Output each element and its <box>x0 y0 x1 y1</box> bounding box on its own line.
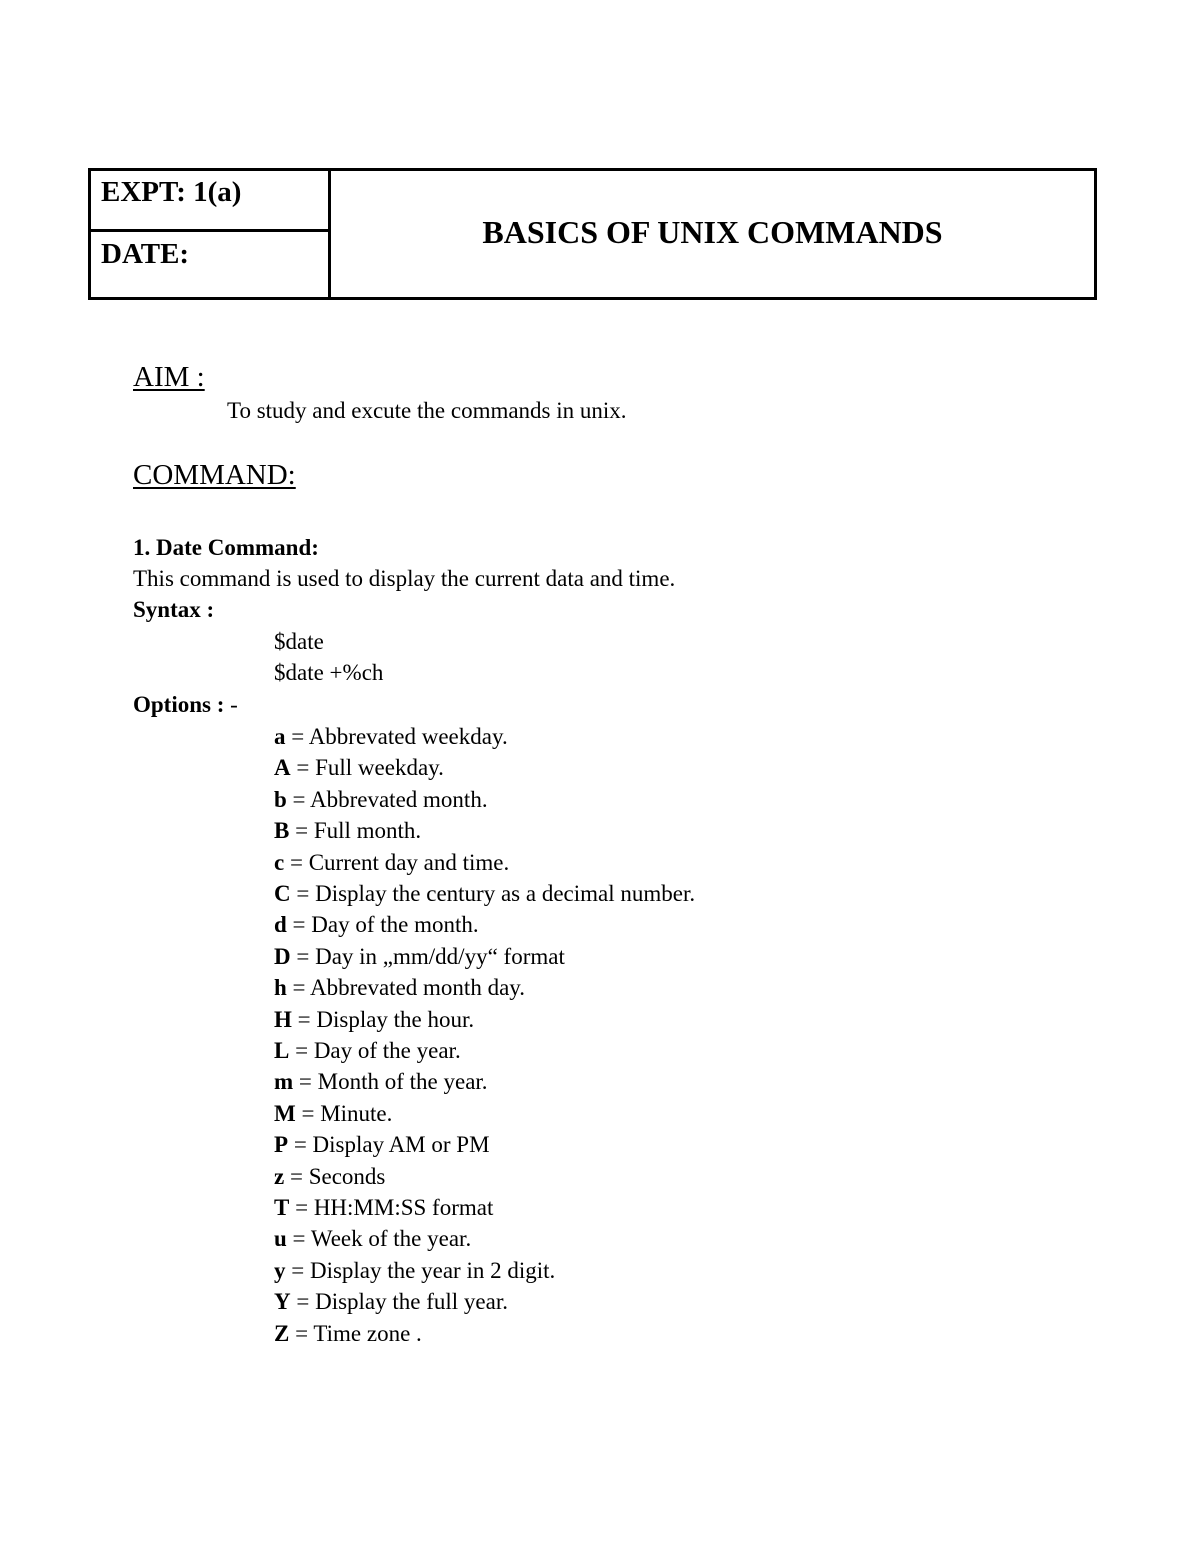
header-left-column <box>91 171 331 297</box>
option-item <box>274 1008 474 1031</box>
aim-heading: AIM : <box>133 361 205 393</box>
command-heading: COMMAND: <box>133 459 296 491</box>
title-cell <box>331 171 1094 297</box>
syntax-label: Syntax : <box>133 597 215 622</box>
date-label: DATE: <box>101 238 190 270</box>
option-description: = Week of the year. <box>286 1226 472 1251</box>
header-table <box>88 168 1097 300</box>
option-description: = Display AM or PM <box>288 1132 490 1157</box>
option-item <box>274 1165 385 1188</box>
option-item <box>274 756 444 779</box>
syntax-line: $date <box>274 629 324 654</box>
option-item <box>274 1133 490 1156</box>
option-item <box>274 1259 555 1282</box>
options-line <box>133 693 238 716</box>
option-description: = Day of the year. <box>289 1038 461 1063</box>
date-command-heading: 1. Date Command: <box>133 535 319 560</box>
option-item <box>274 788 488 811</box>
option-description: = Abbrevated month. <box>286 787 488 812</box>
option-item <box>274 1290 508 1313</box>
date-cell <box>91 232 328 297</box>
option-description: = Day in „mm/dd/yy“ format <box>290 944 565 969</box>
option-description: = Abbrevated weekday. <box>285 724 508 749</box>
syntax-line: $date +%ch <box>274 660 384 685</box>
option-item <box>274 1070 488 1093</box>
option-key: z <box>274 1164 285 1189</box>
option-description: = Display the year in 2 digit. <box>285 1258 556 1283</box>
option-key: T <box>274 1195 290 1220</box>
option-description: = Current day and time. <box>284 850 510 875</box>
option-item <box>274 1227 471 1250</box>
option-key: u <box>274 1226 287 1251</box>
option-item <box>274 976 525 999</box>
option-key: P <box>274 1132 289 1157</box>
option-key: A <box>274 755 291 780</box>
date-command-description: This command is used to display the current data and time. <box>133 566 676 591</box>
option-description: = Day of the month. <box>286 912 479 937</box>
option-key: L <box>274 1038 290 1063</box>
option-description: = Full weekday. <box>290 755 444 780</box>
option-key: h <box>274 975 287 1000</box>
option-key: m <box>274 1069 294 1094</box>
option-key: D <box>274 944 291 969</box>
option-description: = Display the century as a decimal number. <box>290 881 696 906</box>
option-item <box>274 851 509 874</box>
option-description: = HH:MM:SS format <box>289 1195 494 1220</box>
option-item <box>274 1322 422 1345</box>
option-key: b <box>274 787 287 812</box>
option-description: = Display the hour. <box>291 1007 475 1032</box>
option-description: = Time zone . <box>289 1321 422 1346</box>
option-description: = Seconds <box>284 1164 386 1189</box>
option-description: = Abbrevated month day. <box>286 975 526 1000</box>
option-key: B <box>274 818 290 843</box>
option-key: a <box>274 724 286 749</box>
expt-label: EXPT: 1(a) <box>101 176 242 208</box>
option-key: Z <box>274 1321 290 1346</box>
option-item <box>274 913 479 936</box>
option-key: d <box>274 912 287 937</box>
options-suffix: - <box>224 692 238 717</box>
option-description: = Full month. <box>289 818 422 843</box>
option-item <box>274 1102 392 1125</box>
aim-text: To study and excute the commands in unix. <box>227 398 627 423</box>
option-key: y <box>274 1258 286 1283</box>
option-description: = Minute. <box>295 1101 393 1126</box>
option-item <box>274 819 421 842</box>
option-item <box>274 1039 461 1062</box>
option-description: = Display the full year. <box>290 1289 508 1314</box>
option-key: c <box>274 850 285 875</box>
option-key: M <box>274 1101 296 1126</box>
option-key: Y <box>274 1289 291 1314</box>
option-description: = Month of the year. <box>293 1069 488 1094</box>
page-title: BASICS OF UNIX COMMANDS <box>482 213 943 250</box>
options-label: Options : <box>133 692 225 717</box>
option-key: H <box>274 1007 292 1032</box>
expt-cell <box>91 171 328 232</box>
option-item <box>274 1196 493 1219</box>
option-item <box>274 882 695 905</box>
option-key: C <box>274 881 291 906</box>
option-item <box>274 725 508 748</box>
option-item <box>274 945 565 968</box>
